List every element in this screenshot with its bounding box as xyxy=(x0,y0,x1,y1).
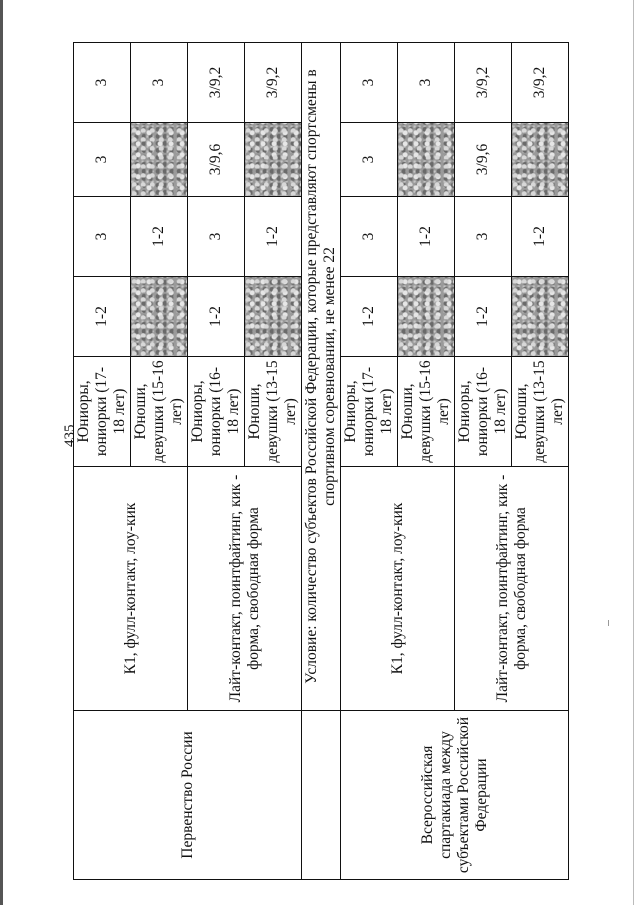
shaded-cell xyxy=(512,277,569,357)
value-cell: 1-2 xyxy=(341,277,398,357)
value-cell: 3/9,6 xyxy=(455,123,512,197)
age-group-cell: Юноши, девушки (13-15 лет) xyxy=(245,357,302,467)
discipline-cell: К1, фулл-контакт, лоу-кик xyxy=(341,467,455,711)
value-cell: 3/9,6 xyxy=(188,123,245,197)
age-group-cell: Юниоры, юниорки (17-18 лет) xyxy=(74,357,131,467)
value-cell: 1-2 xyxy=(455,277,512,357)
age-group-cell: Юниоры, юниорки (17-18 лет) xyxy=(341,357,398,467)
value-cell: 3 xyxy=(398,43,455,123)
scan-mark xyxy=(608,620,609,626)
value-cell: 3 xyxy=(341,197,398,277)
age-group-cell: Юноши, девушки (13-15 лет) xyxy=(512,357,569,467)
value-cell: 3 xyxy=(455,197,512,277)
value-cell: 3/9,2 xyxy=(245,43,302,123)
value-cell: 1-2 xyxy=(245,197,302,277)
age-group-cell: Юноши, девушки (15-16 лет) xyxy=(131,357,188,467)
shaded-cell xyxy=(512,123,569,197)
table-row xyxy=(74,43,131,880)
value-cell: 3 xyxy=(74,43,131,123)
event-cell: Всероссийская спартакиада между субъектами Российской Федерации xyxy=(341,711,569,880)
shaded-cell xyxy=(245,277,302,357)
scan-edge xyxy=(633,0,634,905)
value-cell: 3/9,2 xyxy=(455,43,512,123)
value-cell: 3 xyxy=(131,43,188,123)
value-cell: 3 xyxy=(341,123,398,197)
age-group-cell: Юниоры, юниорки (16-18 лет) xyxy=(455,357,512,467)
condition-row xyxy=(302,43,341,880)
scan-edge xyxy=(0,0,3,905)
discipline-cell: Лайт-контакт, поинтфайтинг, кик - форма, свободная форма xyxy=(188,467,302,711)
shaded-cell xyxy=(131,277,188,357)
shaded-cell xyxy=(398,123,455,197)
ranking-table xyxy=(73,42,569,880)
age-group-cell: Юниоры, юниорки (16-18 лет) xyxy=(188,357,245,467)
value-cell: 3/9,2 xyxy=(188,43,245,123)
value-cell: 3/9,2 xyxy=(512,43,569,123)
value-cell: 3 xyxy=(74,197,131,277)
page-number: 435 xyxy=(62,424,78,447)
shaded-cell xyxy=(131,123,188,197)
discipline-cell: Лайт-контакт, поинтфайтинг, кик - форма, свободная форма xyxy=(455,467,569,711)
shaded-cell xyxy=(398,277,455,357)
value-cell: 1-2 xyxy=(74,277,131,357)
event-cell: Первенство России xyxy=(74,711,302,880)
age-group-cell: Юноши, девушки (15-16 лет) xyxy=(398,357,455,467)
value-cell: 1-2 xyxy=(188,277,245,357)
value-cell: 1-2 xyxy=(512,197,569,277)
discipline-cell: К1, фулл-контакт, лоу-кик xyxy=(74,467,188,711)
value-cell: 1-2 xyxy=(398,197,455,277)
value-cell: 3 xyxy=(341,43,398,123)
value-cell: 3 xyxy=(188,197,245,277)
shaded-cell xyxy=(245,123,302,197)
value-cell: 1-2 xyxy=(131,197,188,277)
rotated-table-wrapper xyxy=(73,43,566,880)
condition-text: Условие: количество субъектов Российской Федерации, которые представляют спортсмены в спортивном соревновании, не менее 22 xyxy=(302,43,341,711)
value-cell: 3 xyxy=(74,123,131,197)
table-row xyxy=(341,43,398,880)
